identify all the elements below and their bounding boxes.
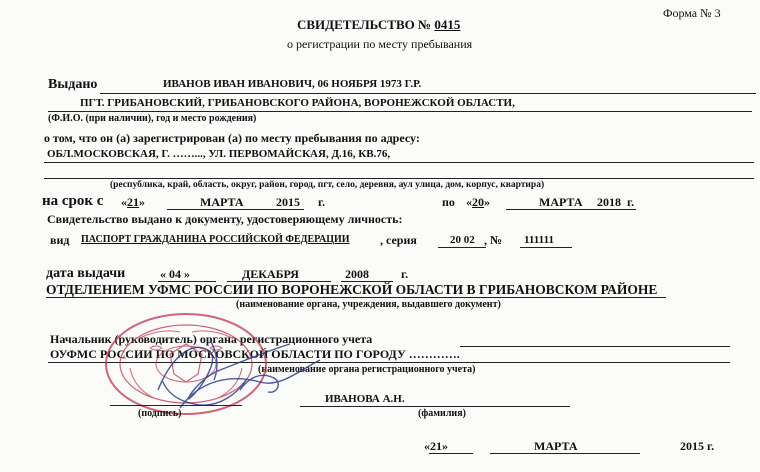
document-series: 20 02 — [450, 234, 475, 246]
issue-date-label: дата выдачи — [46, 266, 126, 281]
issue-month: ДЕКАБРЯ — [242, 267, 299, 281]
document-kind-label: вид — [50, 233, 70, 247]
address-underline-2 — [44, 178, 754, 179]
address-intro: о том, что он (а) зарегистрирован (а) по месту пребывания по адресу: — [44, 131, 420, 145]
head-label: Начальник (руководитель) органа регистрационного учета — [50, 332, 373, 346]
document-kind: ПАСПОРТ ГРАЖДАНИНА РОССИЙСКОЙ ФЕДЕРАЦИИ — [81, 234, 350, 245]
address-caption: (республика, край, область, округ, район, город, пгт, село, деревня, аул улица, дом, корпус, квартира) — [110, 180, 545, 190]
period-to-label: по — [442, 195, 455, 209]
address-value: ОБЛ.МОСКОВСКАЯ, Г. ……..., УЛ. ПЕРВОМАЙСКАЯ, Д.16, КВ.76, — [47, 148, 391, 160]
signer-surname: ИВАНОВА А.Н. — [325, 393, 405, 405]
document-number: 111111 — [524, 234, 554, 246]
signature-line — [110, 405, 242, 406]
issue-day: 04 — [169, 267, 181, 281]
to-day: 20 — [472, 195, 484, 209]
footer-month-underline — [490, 453, 640, 454]
certificate-title — [297, 18, 460, 31]
issued-label: Выдано — [48, 77, 98, 92]
address-underline — [44, 162, 754, 163]
to-month: МАРТА — [539, 195, 583, 209]
from-day: 21 — [127, 195, 139, 209]
surname-underline — [300, 406, 570, 407]
name-underline — [100, 93, 756, 94]
from-month: МАРТА — [200, 195, 244, 209]
birthplace: ПГТ. ГРИБАНОВСКИЙ, ГРИБАНОВСКОГО РАЙОНА, ВОРОНЕЖСКОЙ ОБЛАСТИ, — [80, 97, 515, 109]
series-underline — [438, 247, 486, 248]
head-underline — [460, 346, 730, 347]
period-label: на срок с — [42, 193, 104, 209]
footer-day-underline — [429, 453, 473, 454]
title-prefix: СВИДЕТЕЛЬСТВО № — [297, 17, 432, 32]
document-series-label: , серия — [380, 233, 417, 247]
footer-date-day: «21» — [424, 439, 448, 453]
from-year: 2015 — [276, 195, 300, 209]
from-year-suffix: г. — [318, 195, 326, 209]
person-name: ИВАНОВ ИВАН ИВАНОВИЧ, 06 НОЯБРЯ 1973 Г.Р. — [163, 78, 422, 90]
birthplace-underline — [48, 111, 752, 112]
footer-month: МАРТА — [534, 439, 578, 453]
registration-body: ОУФМС РОССИИ ПО МОСКОВСКОЙ ОБЛАСТИ ПО ГОРОДУ …………. — [50, 347, 460, 361]
document-intro: Свидетельство выдано к документу, удостоверяющему личность: — [47, 212, 403, 226]
surname-caption: (фамилия) — [418, 408, 466, 419]
signature-caption: (подпись) — [138, 408, 182, 419]
issued-caption: (Ф.И.О. (при наличии), год и место рождения) — [48, 113, 257, 124]
period-to-date: «20» — [466, 195, 490, 209]
issue-date-day: « 04 » — [160, 267, 190, 281]
registration-caption: (наименование органа регистрационного учета) — [258, 364, 476, 375]
number-underline — [520, 247, 572, 248]
to-year-suffix: г. — [627, 195, 635, 209]
issue-year-suffix: г. — [401, 267, 409, 281]
certificate-subtitle: о регистрации по месту пребывания — [287, 37, 473, 51]
to-underline — [506, 209, 636, 210]
authority-caption: (наименование органа, учреждения, выдавшего документ) — [236, 299, 501, 310]
certificate-number: 0415 — [434, 17, 461, 32]
to-year: 2018 — [597, 195, 621, 209]
footer-year: 2015 г. — [680, 439, 715, 453]
form-number: Форма № 3 — [663, 6, 721, 20]
issue-year: 2008 — [345, 267, 369, 281]
period-from-date: «21» — [121, 195, 145, 209]
document-number-label: , № — [484, 233, 503, 247]
authority-underline — [46, 297, 666, 298]
footer-day: 21 — [430, 439, 442, 453]
issuing-authority: ОТДЕЛЕНИЕМ УФМС РОССИИ ПО ВОРОНЕЖСКОЙ ОБЛАСТИ В ГРИБАНОВСКОМ РАЙОНЕ — [46, 282, 658, 297]
from-underline — [167, 209, 304, 210]
